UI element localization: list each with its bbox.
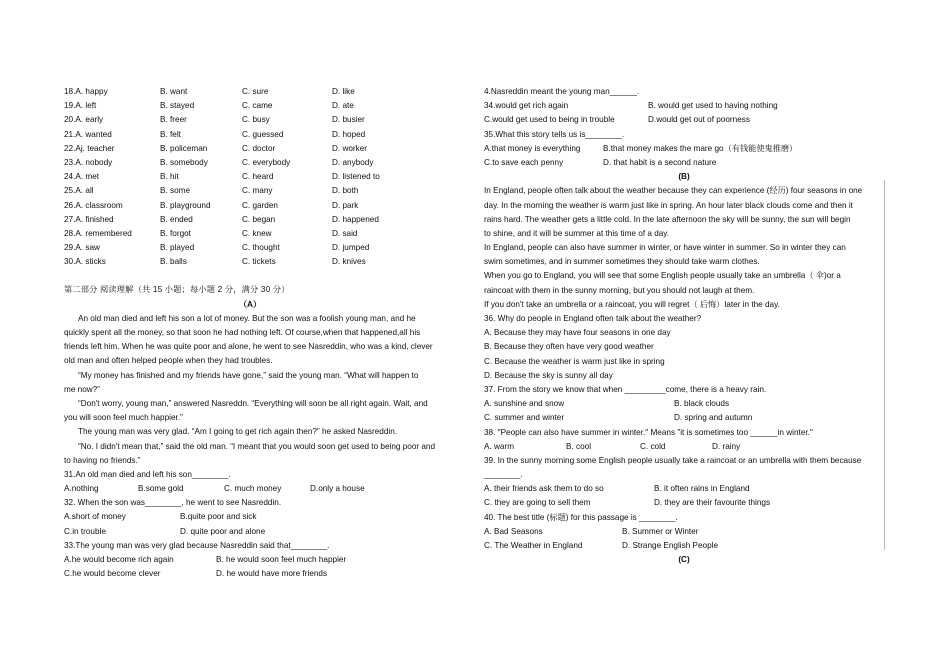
cloze-option-row [64, 213, 436, 227]
cloze-option-b[interactable]: B. forgot [160, 228, 191, 238]
cloze-option-a[interactable]: 25.A. all [64, 186, 94, 196]
cloze-option-row [64, 199, 436, 213]
q39-stem-blank: ________. [484, 470, 523, 480]
q34-options-ab [484, 99, 884, 113]
cloze-option-row [64, 128, 436, 142]
cloze-option-c[interactable]: C. sure [242, 87, 269, 96]
cloze-option-a[interactable]: 19.A. left [64, 101, 97, 111]
cloze-option-b[interactable]: B. policeman [160, 143, 208, 153]
cloze-option-b[interactable]: B. somebody [160, 157, 208, 167]
q38-option-c[interactable]: C. cold [640, 441, 666, 451]
q36-stem: 36. Why do people in England often talk about the weather? [484, 314, 702, 323]
q37-option-d[interactable]: D. spring and autumn [674, 413, 753, 423]
passage-a-line: to having no friends.” [64, 455, 141, 465]
cloze-option-b[interactable]: B. freer [160, 115, 187, 125]
cloze-option-c[interactable]: C. doctor [242, 143, 276, 153]
passage-a-label: （A） [238, 299, 262, 309]
cloze-option-d[interactable]: D. knives [332, 257, 366, 267]
cloze-option-d[interactable]: D. listened to [332, 172, 380, 182]
q36-option-c[interactable]: C. Because the weather is warm just like in spring [484, 356, 665, 366]
q36-option-d[interactable]: D. Because the sky is sunny all day [484, 370, 613, 380]
passage-b-line: raincoat with them in the sunny morning, but you should not laugh at them. [484, 285, 755, 295]
passage-b [484, 184, 884, 312]
cloze-option-row [64, 227, 436, 241]
q39-options-cd [484, 496, 884, 510]
passage-b-line: day. In the morning the weather is warm just like in spring. An hour later black clouds come and then it [484, 200, 853, 210]
q38-options [484, 440, 884, 454]
q32-options-cd [64, 525, 436, 539]
cloze-option-d[interactable]: D. park [332, 200, 359, 210]
left-column [64, 85, 436, 581]
q36-option-a[interactable]: A. Because they may have four seasons in one day [484, 328, 671, 338]
q35-options-ab [484, 142, 884, 156]
passage-b-line: swim sometimes, and in summer sometimes they should take warm clothes. [484, 257, 760, 267]
cloze-option-b[interactable]: B. playground [160, 200, 211, 210]
q32-option-b[interactable]: B.quite poor and sick [180, 512, 257, 522]
q32-stem: 32. When the son was________, he went to see Nasreddin. [64, 498, 282, 508]
q33-option-c[interactable]: C.he would become clever [64, 569, 161, 579]
cloze-option-b[interactable]: B. played [160, 243, 195, 253]
passage-a-line: quickly spent all the money, so that soon he had nothing left. Of course,when that happened,all his [64, 328, 421, 337]
q35-option-a[interactable]: A.that money is everything [484, 143, 581, 153]
q35-option-d[interactable]: D. that habit is a second nature [603, 157, 717, 167]
passage-a-line: old man and often helped people when they had troubles. [64, 356, 273, 366]
cloze-option-c[interactable]: C. knew [242, 228, 272, 238]
q40-options-cd [484, 539, 884, 553]
q34-option-d[interactable]: D.would get out of poorness [648, 115, 750, 125]
q39-options-ab [484, 482, 884, 496]
right-column [484, 85, 884, 567]
cloze-option-c[interactable]: C. many [242, 186, 273, 196]
passage-a-line: you will soon feel much happier.” [64, 413, 183, 423]
q37-stem: 37. From the story we know that when _________come, there is a heavy rain. [484, 384, 767, 394]
q33-option-b[interactable]: B. he would soon feel much happier [216, 555, 347, 564]
cloze-option-d[interactable]: D. like [332, 87, 355, 96]
cloze-option-row [64, 184, 436, 198]
cloze-option-d[interactable]: D. hoped [332, 129, 366, 139]
q32-option-d[interactable]: D. quite poor and alone [180, 526, 266, 536]
q32-option-a[interactable]: A.short of money [64, 512, 126, 522]
cloze-option-d[interactable]: D. anybody [332, 157, 374, 167]
q39-stem: 39. In the sunny morning some English people usually take a raincoat or an umbrella with them because [484, 455, 862, 465]
q31-option-a[interactable]: A.nothing [64, 484, 99, 494]
cloze-option-b[interactable]: B. ended [160, 214, 193, 224]
q33-options-ab [64, 553, 436, 567]
q38-option-b[interactable]: B. cool [566, 441, 592, 451]
cloze-option-row [64, 99, 436, 113]
q35-stem: 35.What this story tells us is________. [484, 129, 625, 139]
cloze-option-b[interactable]: B. want [160, 87, 188, 96]
cloze-option-d[interactable]: D. both [332, 186, 359, 196]
cloze-option-c[interactable]: C. everybody [242, 157, 291, 167]
cloze-option-row [64, 113, 436, 127]
passage-b-line: In England, people often talk about the weather because they can experience (经历) four seasons in one [484, 186, 863, 196]
q38-stem: 38. "People can also have summer in winter." Means "it is sometimes too ______in winter." [484, 427, 813, 437]
cloze-option-b[interactable]: B. stayed [160, 101, 195, 111]
q38-option-a[interactable]: A. warm [484, 441, 515, 451]
q40-option-a[interactable]: A. Bad Seasons [484, 526, 543, 536]
cloze-option-a[interactable]: 22.Aj. teacher [64, 143, 115, 153]
passage-b-line: rains hard. The weather gets a little cold. In the late afternoon the sky will be sunny, the sun will begin [484, 214, 851, 224]
cloze-option-c[interactable]: C. tickets [242, 257, 276, 267]
cloze-option-d[interactable]: D. jumped [332, 243, 370, 253]
cloze-option-b[interactable]: B. felt [160, 129, 181, 139]
cloze-option-a[interactable]: 21.A. wanted [64, 129, 112, 139]
q39-option-b[interactable]: B. it often rains in England [654, 484, 750, 494]
q40-options-ab [484, 525, 884, 539]
q31-stem: 31.An old man died and left his son________. [64, 469, 231, 479]
q35-options-cd [484, 156, 884, 170]
passage-a-line: “No. I didn't mean that,” said the old man. “I meant that you would soon get used to being poor and [78, 441, 436, 451]
cloze-option-row [64, 142, 436, 156]
cloze-option-row [64, 156, 436, 170]
cloze-option-d[interactable]: D. happened [332, 214, 379, 224]
cloze-option-c[interactable]: C. came [242, 101, 273, 111]
passage-b-line: If you don't take an umbrella or a raincoat, you will regret（ 后悔）later in the day. [484, 299, 780, 309]
q34-option-c[interactable]: C.would get used to being in trouble [484, 115, 615, 125]
passage-a-line: me now?” [64, 384, 100, 394]
q35-option-b[interactable]: B.that money makes the mare go（有钱能使鬼推磨） [603, 143, 798, 153]
cloze-option-a[interactable]: 18.A. happy [64, 87, 108, 96]
passage-c-label: (C) [678, 555, 690, 565]
cloze-option-b[interactable]: B. some [160, 186, 191, 196]
passage-a-line: “My money has finished and my friends have gone,” said the young man. “What will happen to [78, 370, 419, 380]
passage-a-line: The young man was very glad. “Am I going to get rich again then?” he asked Nasreddin. [78, 427, 398, 437]
q40-option-d[interactable]: D. Strange English People [622, 541, 719, 550]
cloze-option-a[interactable]: 27.A. finished [64, 214, 114, 224]
q33-stem: 33.The young man was very glad because Nasreddin said that________. [64, 540, 330, 550]
cloze-option-a[interactable]: 30.A. sticks [64, 257, 106, 267]
cloze-option-d[interactable]: D. worker [332, 143, 368, 153]
q39-option-c[interactable]: C. they are going to sell them [484, 498, 591, 508]
cloze-option-d[interactable]: D. said [332, 228, 358, 238]
q33-option-a[interactable]: A.he would become rich again [64, 555, 174, 564]
passage-a-line: An old man died and left his son a lot of money. But the son was a foolish young man, and he [78, 313, 416, 323]
q31-option-c[interactable]: C. much money [224, 484, 282, 494]
cloze-option-c[interactable]: C. garden [242, 200, 278, 210]
cloze-option-c[interactable]: C. guessed [242, 129, 284, 139]
q34-stem: 4.Nasreddin meant the young man______. [484, 87, 640, 96]
cloze-option-a[interactable]: 23.A. nobody [64, 157, 113, 167]
cloze-option-row [64, 241, 436, 255]
cloze-option-row [64, 170, 436, 184]
q33-option-d[interactable]: D. he would have more friends [216, 569, 328, 579]
passage-b-line: to shine, and it will be summer at this time of a day. [484, 228, 670, 238]
q32-option-c[interactable]: C.in trouble [64, 526, 106, 536]
cloze-option-a[interactable]: 24.A. met [64, 172, 100, 182]
cloze-option-a[interactable]: 28.A. remembered [64, 228, 132, 238]
q40-option-b[interactable]: B. Summer or Winter [622, 526, 699, 536]
cloze-option-c[interactable]: C. began [242, 214, 276, 224]
cloze-option-a[interactable]: 20.A. early [64, 115, 104, 125]
q32-options-ab [64, 510, 436, 524]
q31-option-d[interactable]: D.only a house [310, 484, 365, 494]
cloze-option-a[interactable]: 29.A. saw [64, 243, 100, 253]
cloze-option-d[interactable]: D. ate [332, 101, 354, 111]
q31-option-b[interactable]: B.some gold [138, 484, 184, 494]
part2-header: 第二部分 阅读理解（共 15 小题；每小题 2 分，满分 30 分） [64, 285, 290, 295]
cloze-option-c[interactable]: C. busy [242, 115, 270, 125]
passage-a-line: friends left him. When he was quite poor and alone, he went to see Nasreddin, who was a kind, clever [64, 342, 433, 352]
q34-option-b[interactable]: B. would get used to having nothing [648, 101, 778, 111]
q40-option-c[interactable]: C. The Weather in England [484, 541, 583, 550]
q40-stem: 40. The best title (标题) for this passage is ________. [484, 512, 678, 522]
cloze-option-c[interactable]: C. heard [242, 172, 274, 182]
cloze-option-c[interactable]: C. thought [242, 243, 280, 253]
q39-option-a[interactable]: A. their friends ask them to do so [484, 484, 604, 494]
q33-options-cd [64, 567, 436, 581]
q37-option-c[interactable]: C. summer and winter [484, 413, 565, 423]
q34-option-a[interactable]: 34.would get rich again [484, 101, 569, 111]
q35-option-c[interactable]: C.to save each penny [484, 157, 564, 167]
cloze-option-a[interactable]: 26.A. classroom [64, 200, 123, 210]
q37-option-a[interactable]: A. sunshine and snow [484, 399, 565, 409]
passage-a [64, 312, 436, 468]
q37-options-ab [484, 397, 884, 411]
q38-option-d[interactable]: D. rainy [712, 441, 741, 451]
q34-options-cd [484, 113, 884, 127]
cloze-option-d[interactable]: D. busier [332, 115, 365, 125]
q36-option-b[interactable]: B. Because they often have very good weather [484, 342, 654, 352]
passage-a-line: “Don't worry, young man,” answered Nasreddn. “Everything will soon be all right again. Wait, and [78, 398, 428, 408]
q37-option-b[interactable]: B. black clouds [674, 399, 730, 409]
q39-option-d[interactable]: D. they are their favourite things [654, 498, 771, 508]
passage-b-line: When you go to England, you will see that some English people usually take an umbrella（ 伞)or a [484, 271, 841, 281]
q37-options-cd [484, 411, 884, 425]
passage-b-line: In England, people can also have summer in winter, or have winter in summer. So in winter they can [484, 243, 846, 253]
column-divider [884, 180, 885, 550]
cloze-option-row [64, 255, 436, 269]
cloze-option-b[interactable]: B. balls [160, 257, 187, 267]
q31-options [64, 482, 436, 496]
cloze-options [64, 85, 436, 269]
passage-b-label: (B) [678, 172, 690, 182]
cloze-option-b[interactable]: B. hit [160, 172, 179, 182]
cloze-option-row [64, 85, 436, 99]
